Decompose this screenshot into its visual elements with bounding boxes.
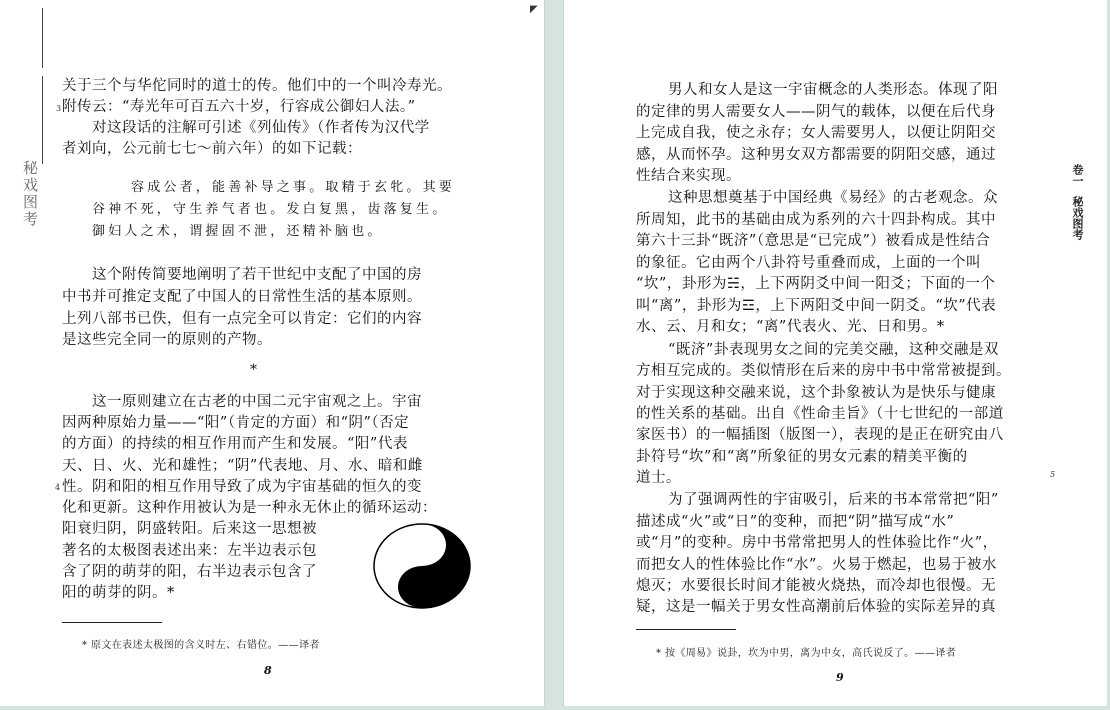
footnote-rule xyxy=(636,629,736,630)
text-line: 这一原则建立在古老的中国二元宇宙观之上。宇宙 xyxy=(92,394,422,410)
quote-line: 谷神不死，守生养气者也。发白复黑，齿落复生。 xyxy=(92,202,449,217)
text-line: “既济”卦表现男女之间的完美交融，这种交融是双 xyxy=(668,342,999,358)
text-line: 关于三个与华佗同时的道士的传。他们中的一个叫冷寿光。 xyxy=(62,78,452,94)
text-line: 的方面）的持续的相互作用而产生和发展。“阳”代表 xyxy=(62,436,408,452)
text-line: 叫“离”，卦形为☲，上下两阳爻中间一阴爻。“坎”代表 xyxy=(636,298,997,314)
running-title-vertical: 秘戏图考 xyxy=(21,160,39,228)
text-line: 所周知，此书的基础由成为系列的六十四卦构成。其中 xyxy=(636,212,996,228)
text-line: 男人和女人是这一宇宙概念的人类形态。体现了阳 xyxy=(668,82,998,98)
text-line: 感，从而怀孕。这种男女双方都需要的阴阳交感，通过 xyxy=(636,147,996,163)
text-line: 对于实现这种交融来说，这个卦象被认为是快乐与健康 xyxy=(636,385,996,401)
text-line: 疑，这是一幅关于男女性高潮前后体验的实际差异的真 xyxy=(636,599,996,615)
text-line: 性。阴和阳的相互作用导致了成为宇宙基础的恒久的变 xyxy=(62,479,422,495)
text-line: 对这段话的注解可引述《列仙传》（作者传为汉代学 xyxy=(92,120,430,136)
scan-edge-mark xyxy=(42,76,43,164)
text-line: 水、云、月和女；“离”代表火、光、日和男。* xyxy=(636,319,945,335)
text-line: 道士。 xyxy=(636,470,681,486)
page-number: 8 xyxy=(264,664,272,677)
text-line: 家医书）的一幅插图（版图一），表现的是正在研究由八 xyxy=(636,427,1004,443)
running-chapter-vertical: 卷一 xyxy=(1071,164,1084,186)
text-line: 熄灭；水要很长时间才能被火烧热，而冷却也很慢。无 xyxy=(636,578,996,594)
footnote: * 按《周易》说卦，坎为中男，离为中女，高氏说反了。——译者 xyxy=(656,648,957,659)
margin-page-ref: 5 xyxy=(1050,470,1056,479)
footnote-rule xyxy=(62,622,162,623)
text-line: 阳衰归阴，阴盛转阳。后来这一思想被 xyxy=(62,521,317,537)
page-8 xyxy=(0,0,545,706)
text-line: “坎”，卦形为☵，上下两阴爻中间一阳爻；下面的一个 xyxy=(636,276,996,292)
text-line: 化和更新。这种作用被认为是一种永无休止的循环运动： xyxy=(62,500,437,516)
text-line: 的性关系的基础。出自《性命圭旨》（十七世纪的一部道 xyxy=(636,406,1004,422)
text-line: 方相互完成的。类似情形在后来的房中书中常常被提到。 xyxy=(636,363,1011,379)
text-line: 这个附传简要地阐明了若干世纪中支配了中国的房 xyxy=(92,267,422,283)
quote-line: 御妇人之术，谓握固不泄，还精补脑也。 xyxy=(92,224,384,239)
text-line: 天、日、火、光和雄性；“阴”代表地、月、水、暗和雌 xyxy=(62,458,423,474)
text-line: 第六十三卦“既济”（意思是“已完成”）被看成是性结合 xyxy=(636,233,991,249)
text-line: 的定律的男人需要女人——阴气的载体，以便在后代身 xyxy=(636,104,996,120)
scan-edge-mark xyxy=(42,8,43,68)
text-line: 因两种原始力量——“阳”（肯定的方面）和“阴”（否定 xyxy=(62,415,410,431)
running-title-vertical: 秘戏图考 xyxy=(1071,196,1084,240)
text-line: 上列八部书已佚，但有一点完全可以肯定：它们的内容 xyxy=(62,311,422,327)
text-line: 为了强调两性的宇宙吸引，后来的书本常常把“阳” xyxy=(668,492,999,508)
text-line: 著名的太极图表述出来：左半边表示包 xyxy=(62,543,317,559)
taiji-yin-yang-icon xyxy=(372,522,472,610)
text-line: 或“月”的变种。房中书常常把男人的性体验比作“火”， xyxy=(636,535,998,551)
text-line: 附传云：“寿光年可百五六十岁，行容成公御妇人法。” xyxy=(62,99,416,115)
text-line: 者刘向，公元前七七～前六年）的如下记载： xyxy=(62,141,362,157)
text-line: 这种思想奠基于中国经典《易经》的古老观念。众 xyxy=(668,190,998,206)
text-line: 含了阴的萌芽的阳，右半边表示包含了 xyxy=(62,564,317,580)
text-line: 而把女人的性体验比作“水”。火易于燃起，也易于被水 xyxy=(636,557,997,573)
page-number: 9 xyxy=(836,671,844,684)
quote-line: 容成公者，能善补导之事。取精于玄牝。其要 xyxy=(131,180,456,195)
text-line: 是这些完全同一的原则的产物。 xyxy=(62,332,272,348)
margin-mark: 4 xyxy=(55,483,61,492)
text-line: 中书并可推定支配了中国人的日常性生活的基本原则。 xyxy=(62,289,422,305)
text-line: 阳的萌芽的阴。* xyxy=(62,585,175,601)
scan-artifact: ◤ xyxy=(530,4,538,15)
margin-mark: 3 xyxy=(56,104,62,113)
text-line: 上完成自我，使之永存；女人需要男人，以便让阴阳交 xyxy=(636,125,996,141)
text-line: 卦符号“坎”和“离”所象征的男女元素的精美平衡的 xyxy=(636,449,968,465)
page-9 xyxy=(563,0,1107,706)
section-break: * xyxy=(250,362,257,378)
text-line: 描述成“火”或“日”的变种，而把“阴”描写成“水” xyxy=(636,514,955,530)
text-line: 性结合来实现。 xyxy=(636,168,741,184)
text-line: 的象征。它由两个八卦符号重叠而成，上面的一个叫 xyxy=(636,255,981,271)
footnote: * 原文在表述太极图的含义时左、右错位。——译者 xyxy=(82,640,320,651)
